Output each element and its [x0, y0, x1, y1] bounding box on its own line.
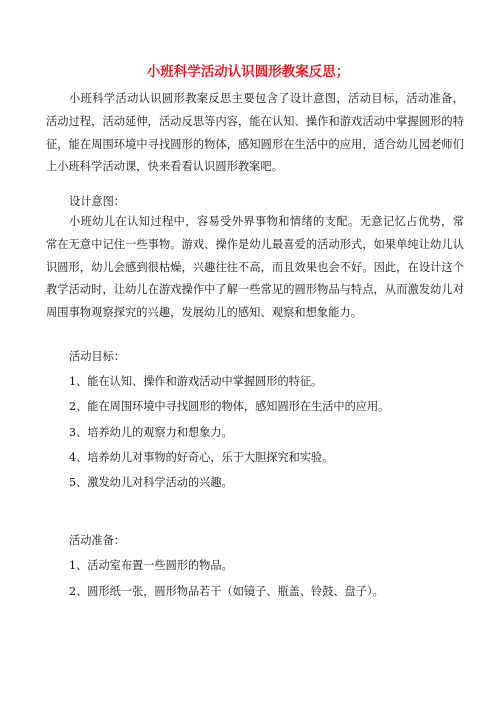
prep-item-1: 1、活动室布置一些圆形的物品。	[69, 559, 233, 572]
document-title: 小班科学活动认识圆形教案反思；	[146, 64, 350, 80]
goals-heading: 活动目标：	[69, 350, 125, 363]
goal-item-2: 2、能在周围环境中寻找圆形的物体，感知圆形在生活中的应用。	[69, 400, 390, 413]
prep-heading: 活动准备：	[69, 534, 125, 547]
design-paragraph: 小班幼儿在认知过程中，容易受外界事物和情绪的支配。无意记忆占优势，常常在无意中记住一些事物。游戏、操作是幼儿最喜爱的活动形式，如果单纯让幼儿认识圆形，幼儿会感到很枯燥，兴趣往往不高，而且效果也会不好。因此，在设计这个教学活动时，让幼儿在游戏操作中了解一些常见的圆形物品与特点，从而激发幼儿对周围事物观察探究的兴趣，发展幼儿的感知、观察和想象能力。	[46, 215, 464, 320]
goal-item-5: 5、激发幼儿对科学活动的兴趣。	[69, 476, 233, 489]
goal-item-4: 4、培养幼儿对事物的好奇心，乐于大胆探究和实验。	[69, 451, 334, 464]
prep-item-2: 2、圆形纸一张，圆形物品若干（如镜子、瓶盖、铃鼓、盘子）。	[69, 585, 384, 598]
goal-item-3: 3、培养幼儿的观察力和想象力。	[69, 426, 233, 439]
goal-item-1: 1、能在认知、操作和游戏活动中掌握圆形的特征。	[69, 375, 323, 388]
intro-paragraph: 小班科学活动认识圆形教案反思主要包含了设计意图，活动目标，活动准备，活动过程，活动延伸，活动反思等内容，能在认知、操作和游戏活动中掌握圆形的特征，能在周围环境中寻找圆形的物体，感知圆形在生活中的应用，适合幼儿园老师们上小班科学活动课，快来看看认识圆形教案吧。	[46, 92, 464, 174]
design-heading: 设计意图：	[69, 195, 125, 208]
